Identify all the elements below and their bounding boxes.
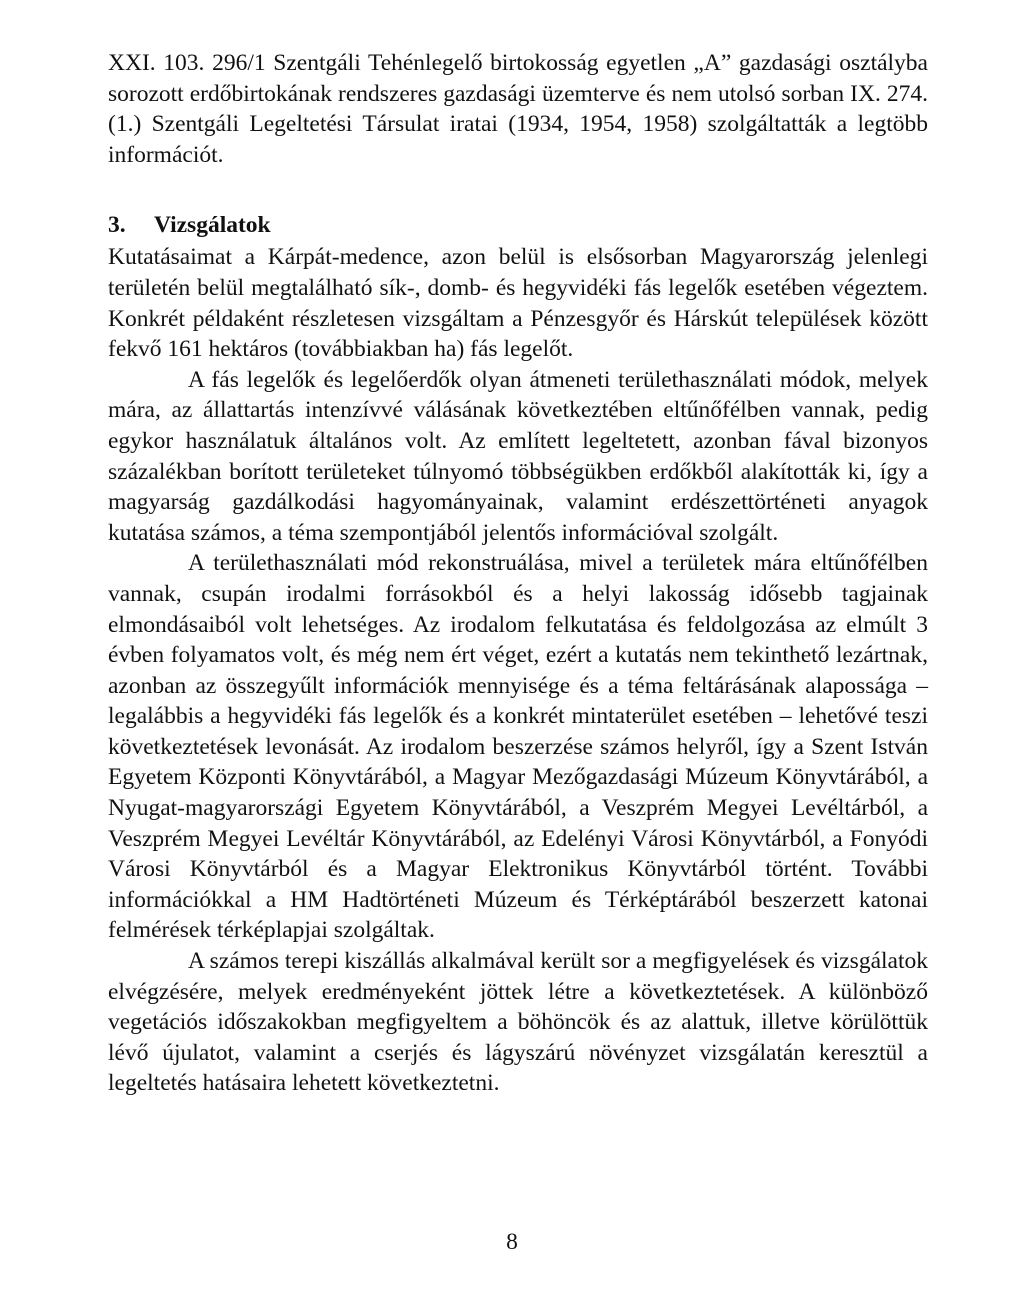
paragraph-research-scope: Kutatásaimat a Kárpát-medence, azon belül is elsősorban Magyarország jelenlegi területén belül megtalálható sík-, domb- és hegyvidéki fás legelők esetében végeztem. Konkrét példaként részletesen vizsgáltam a Pénzesgyőr és Hárskút települések között fekvő 161 hektáros (továbbiakban ha) fás legelőt. <box>108 244 928 363</box>
section-heading <box>108 210 928 240</box>
section-body <box>108 242 928 1099</box>
intro-paragraph: XXI. 103. 296/1 Szentgáli Tehénlegelő birtokosság egyetlen „A” gazdasági osztályba sorozott erdőbirtokának rendszeres gazdasági üzemterve és nem utolsó sorban IX. 274. (1.) Szentgáli Legeltetési Társulat iratai (1934, 1954, 1958) szolgáltatták a legtöbb információt. <box>108 50 928 168</box>
paragraph-field-work: A számos terepi kiszállás alkalmával került sor a megfigyelések és vizsgálatok elvégzésére, melyek eredményeként jöttek létre a következtetések. A különböző vegetációs időszakokban megfigyeltem a böhöncök és az alattuk, illetve körülöttük lévő újulatot, valamint a cserjés és lágyszárú növényzet vizsgálatán keresztül a legeltetés hatásaira lehetett következtetni. <box>108 948 928 1097</box>
section-number: 3. <box>108 212 126 239</box>
section-title: Vizsgálatok <box>154 212 271 239</box>
paragraph-wooded-pastures: A fás legelők és legelőerdők olyan átmeneti területhasználati módok, melyek mára, az állattartás intenzívvé válásának következtében eltűnőfélben vannak, pedig egykor használatuk általános volt. Az említett legeltetett, azonban fával bizonyos százalékban borított területeket túlnyomó többségükben erdőkből alakították ki, így a magyarság gazdálkodási hagyományainak, valamint erdészettörténeti anyagok kutatása számos, a téma szempontjából jelentős információval szolgált. <box>108 366 928 546</box>
paragraph-reconstruction: A területhasználati mód rekonstruálása, mivel a területek mára eltűnőfélben vannak, csupán irodalmi forrásokból és a helyi lakosság idősebb tagjainak elmondásaiból volt lehetséges. Az irodalom felkutatása és feldolgozása az elmúlt 3 évben folyamatos volt, és még nem ért véget, ezért a kutatás nem tekinthető lezártnak, azonban az összegyűlt információk mennyisége és a téma feltárásának alapossága – legalábbis a hegyvidéki fás legelők és a konkrét mintaterület esetében – lehetővé teszi következtetések levonását. Az irodalom beszerzése számos helyről, így a Szent István Egyetem Központi Könyvtárából, a Magyar Mezőgazdasági Múzeum Könyvtárából, a Nyugat-magyarországi Egyetem Könyvtárából, a Veszprém Megyei Levéltárból, a Veszprém Megyei Levéltár Könyvtárából, az Edelényi Városi Könyvtárból, a Fonyódi Városi Könyvtárból és a Magyar Elektronikus Könyvtárból történt. További információkkal a HM Hadtörténeti Múzeum és Térképtárából beszerzett katonai felmérések térképlapjai szolgáltak. <box>108 550 928 944</box>
page-number: 8 <box>506 1229 518 1255</box>
page-content <box>108 48 928 1099</box>
